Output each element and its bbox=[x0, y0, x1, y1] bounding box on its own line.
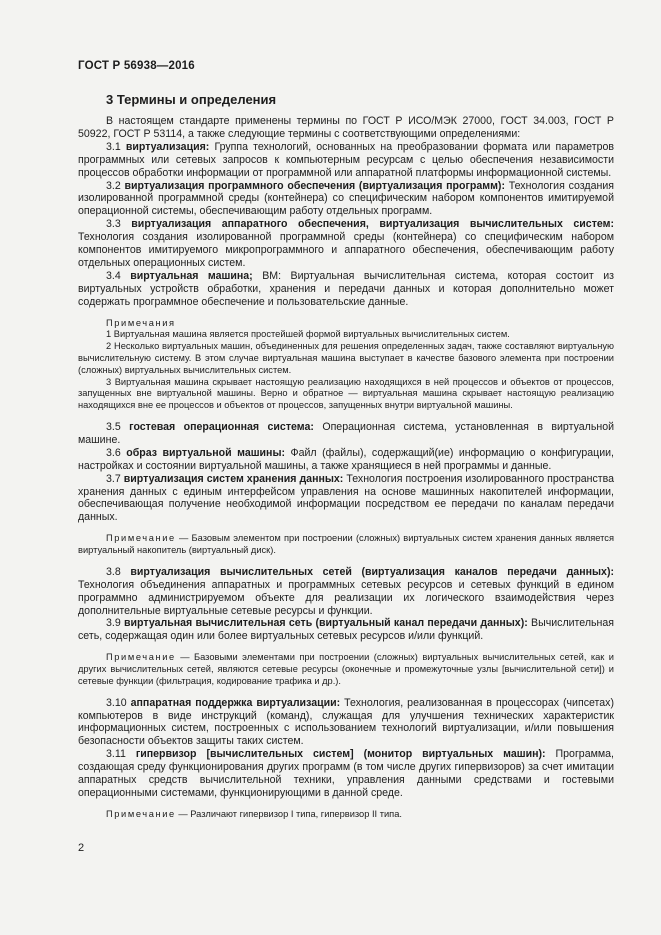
note-block bbox=[78, 533, 614, 557]
note bbox=[78, 652, 614, 687]
standard-header: ГОСТ Р 56938—2016 bbox=[78, 60, 195, 72]
term-3-3 bbox=[78, 218, 614, 270]
note-2: 2 Несколько виртуальных машин, объединенных для решения определенных задач, также составляют виртуальную вычислительную систему. В этом случае виртуальная машина выступает в качестве базового элемента при построении (сложных) виртуальных вычислительных систем. bbox=[78, 341, 614, 375]
term-definition: Программа, создающая среду функционирования других программ (в том числе других гипервизоров) за счет имитации аппаратных средств вычислительной техники, управления данными средствами и гостевыми операционными системами, функционирующими в данной среде. bbox=[78, 748, 614, 799]
note-block bbox=[78, 652, 614, 687]
term-3-2 bbox=[78, 180, 614, 219]
term-number: 3.7 bbox=[106, 472, 121, 485]
term-definition: Технология создания изолированной программной среды (контейнера) со специфическим набором компонентов имитируемого микропрограммного и аппаратного обеспечения, обеспечивающим работу отдельных операционных систем. bbox=[78, 231, 614, 269]
term-definition: Вычислительная сеть, содержащая один или более виртуальных сетевых ресурсов и/или функций. bbox=[78, 617, 615, 643]
term-number: 3.10 bbox=[106, 696, 127, 709]
note-text: — Различают гипервизор I типа, гипервизор II типа. bbox=[178, 808, 402, 819]
main-content bbox=[78, 115, 614, 821]
note bbox=[78, 809, 614, 821]
term-name: гипервизор [вычислительных систем] (монитор виртуальных машин): bbox=[135, 748, 546, 761]
term-name: аппаратная поддержка виртуализации: bbox=[130, 696, 341, 709]
term-3-6 bbox=[78, 447, 614, 473]
note-block bbox=[78, 809, 614, 821]
term-3-9 bbox=[78, 617, 614, 643]
term-number: 3.2 bbox=[106, 179, 121, 192]
term-definition: Группа технологий, основанных на преобразовании формата или параметров программных или сетевых запросов к компьютерным ресурсам с целью обеспечения независимости процессов обработки информации от программной или аппаратной платформы информационной системы. bbox=[78, 140, 614, 179]
term-number: 3.5 bbox=[106, 420, 121, 433]
term-name: виртуализация систем хранения данных: bbox=[123, 472, 344, 485]
page-number: 2 bbox=[78, 842, 85, 854]
term-definition: ВМ: Виртуальная вычислительная система, которая состоит из виртуальных устройств обработки, хранения и передачи данных и которая дополнительно может содержать программное обеспечение и пользовательские данные. bbox=[78, 269, 615, 308]
term-number: 3.6 bbox=[106, 446, 121, 459]
term-name: виртуализация: bbox=[125, 140, 210, 153]
term-number: 3.1 bbox=[106, 140, 121, 153]
note bbox=[78, 533, 614, 557]
term-number: 3.9 bbox=[106, 617, 121, 630]
term-3-8 bbox=[78, 566, 614, 618]
term-3-7 bbox=[78, 473, 614, 525]
notes-title: Примечания bbox=[106, 317, 176, 328]
term-name: гостевая операционная система: bbox=[129, 420, 314, 433]
notes-block bbox=[78, 318, 614, 412]
term-3-1 bbox=[78, 141, 614, 180]
note-label: Примечание bbox=[106, 533, 176, 544]
term-name: виртуализация вычислительных сетей (виртуализация каналов передачи данных): bbox=[130, 565, 614, 578]
term-3-4 bbox=[78, 270, 614, 309]
note-text: — Базовым элементом при построении (сложных) виртуальных систем хранения данных является виртуальный накопитель (виртуальный диск). bbox=[78, 533, 614, 556]
note-3: 3 Виртуальная машина скрывает настоящую реализацию находящихся в ней процессов и объектов от процессов, запущенных вне виртуальной машины. Верно и обратное — виртуальная машина скрывает настоящую реализацию находящихся вне ее процессов и объектов от процессов, запущенных внутри виртуальной машины. bbox=[78, 376, 614, 411]
term-number: 3.3 bbox=[106, 218, 121, 231]
note-label: Примечание bbox=[106, 652, 176, 663]
term-name: образ виртуальной машины: bbox=[126, 446, 286, 459]
term-definition: Операционная система, установленная в виртуальной машине. bbox=[78, 420, 614, 446]
term-definition: Технология объединения аппаратных и программных сетевых ресурсов и сетевых функций в едином программно администрируемом объекте для реализации их логического взаимодействия через дополнительные виртуальные сетевые ресурсы и функции. bbox=[78, 578, 614, 617]
term-3-11 bbox=[78, 748, 614, 800]
term-name: виртуализация аппаратного обеспечения, виртуализация вычислительных систем: bbox=[131, 218, 614, 231]
term-name: виртуализация программного обеспечения (виртуализация программ): bbox=[124, 179, 505, 192]
term-name: виртуальная машина; bbox=[130, 269, 253, 282]
intro-paragraph: В настоящем стандарте применены термины по ГОСТ Р ИСО/МЭК 27000, ГОСТ 34.003, ГОСТ Р 50922, ГОСТ Р 53114, а также следующие термины с соответствующими определениями: bbox=[78, 115, 614, 140]
note-1: 1 Виртуальная машина является простейшей формой виртуальных вычислительных систем. bbox=[106, 329, 510, 340]
term-3-5 bbox=[78, 421, 614, 447]
term-definition: Технология создания изолированной программной среды (контейнера) со специфическим набором компонентов имитируемой операционной системы, обеспечивающим работу отдельных программ. bbox=[78, 179, 614, 218]
term-number: 3.11 bbox=[106, 748, 126, 761]
term-3-10 bbox=[78, 697, 614, 749]
term-definition: Технология, реализованная в процессорах (чипсетах) компьютеров в виде инструкций (команд), служащая для улучшения технических характеристик информационных систем, построенных с использованием технологий виртуализации, и/или повышения безопасности объектов защиты таких систем. bbox=[78, 696, 614, 748]
term-name: виртуальная вычислительная сеть (виртуальный канал передачи данных): bbox=[124, 617, 528, 630]
term-number: 3.8 bbox=[106, 565, 121, 578]
term-definition: Файл (файлы), содержащий(ие) информацию о конфигурации, настройках и состоянии виртуальной машины, а также хранящиеся в ней программы и данные. bbox=[78, 446, 614, 472]
section-title: 3 Термины и определения bbox=[106, 92, 277, 107]
note-text: — Базовыми элементами при построении (сложных) виртуальных вычислительных сетей, как и других вычислительных сетей, являются сетевые ресурсы (оконечные и промежуточные узлы [вычислительной сети]) и сетевые функции (фильтрация, кодирование трафика и др.). bbox=[78, 652, 614, 686]
term-definition: Технология построения изолированного пространства хранения данных с единым интерфейсом управления на основе машинных накопителей информации, обеспечивающая получение необходимой информации посредством ее передачи по каналам передачи данных. bbox=[78, 472, 615, 524]
term-number: 3.4 bbox=[106, 269, 121, 282]
note-label: Примечание bbox=[106, 808, 176, 819]
